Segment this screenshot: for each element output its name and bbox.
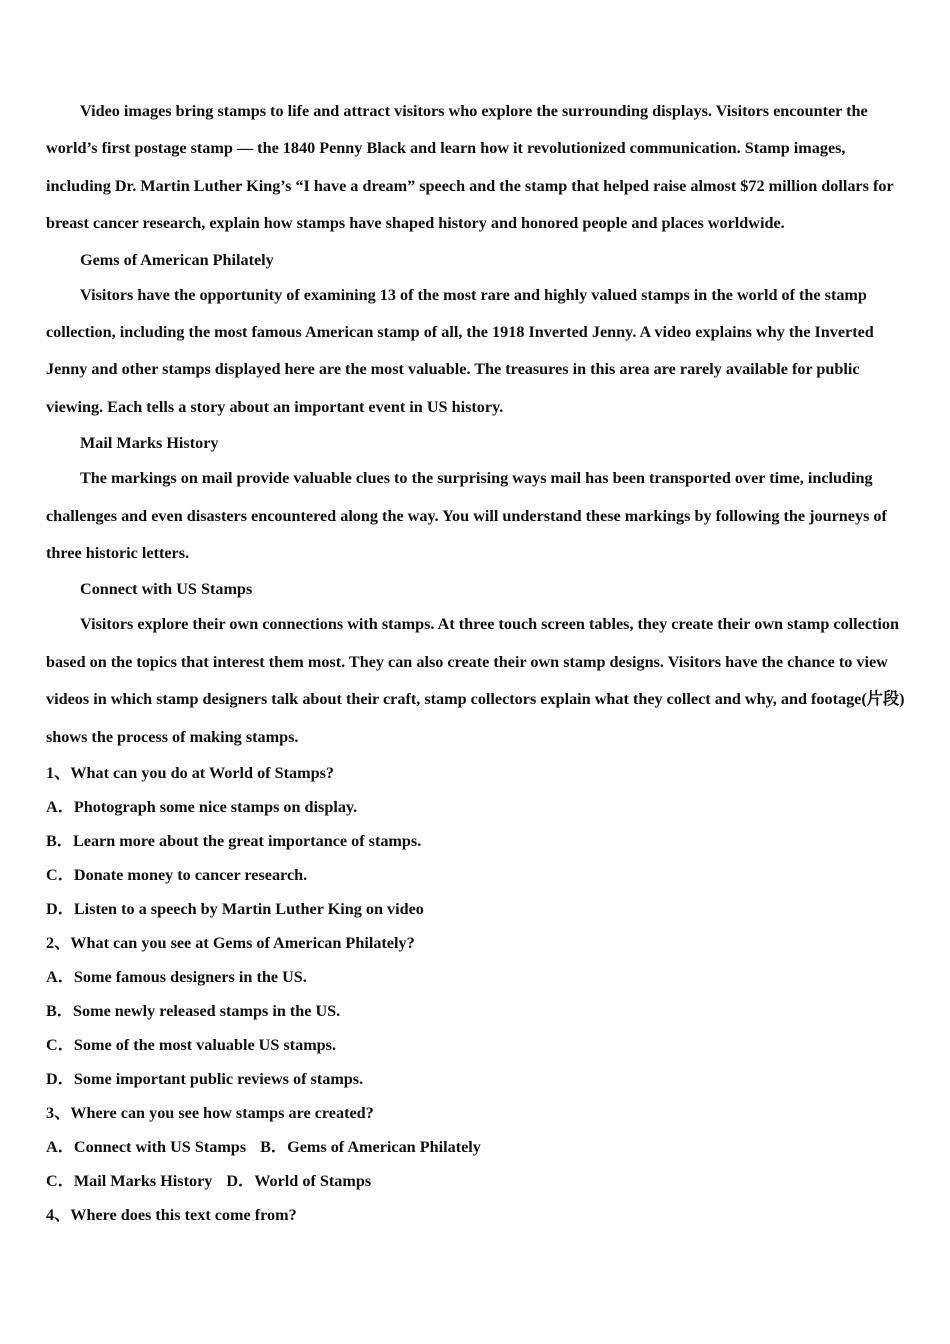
question-3-option-a: A．Connect with US Stamps <box>46 1138 247 1157</box>
question-1-option-b: B．Learn more about the great importance of stamps. <box>46 832 422 851</box>
section-heading-gems: Gems of American Philately <box>80 250 274 269</box>
question-1-option-d: D．Listen to a speech by Martin Luther King on video <box>46 900 424 919</box>
question-1-option-c: C．Donate money to cancer research. <box>46 866 308 885</box>
section-heading-mail-marks: Mail Marks History <box>80 434 219 453</box>
question-1-stem: 1、What can you do at World of Stamps? <box>46 764 334 783</box>
question-4-stem: 4、Where does this text come from? <box>46 1206 297 1225</box>
question-3-option-b: B．Gems of American Philately <box>260 1138 481 1157</box>
question-1-option-a: A．Photograph some nice stamps on display. <box>46 798 358 817</box>
question-3-options-row-2 <box>46 1164 906 1198</box>
question-3-option-c: C．Mail Marks History <box>46 1172 213 1191</box>
document-page <box>46 93 906 1232</box>
question-3-option-d: D．World of Stamps <box>226 1172 372 1191</box>
question-2-stem: 2、What can you see at Gems of American Philately? <box>46 934 415 953</box>
passage-paragraph-4: Visitors explore their own connections with stamps. At three touch screen tables, they create their own stamp collection based on the topics that interest them most. They can also create their own stamp designs. Visitors have the chance to view videos in which stamp designers talk about their craft, stamp collectors explain what they collect and why, and footage(片段) shows the process of making stamps. <box>46 615 905 746</box>
question-2-option-c: C．Some of the most valuable US stamps. <box>46 1036 337 1055</box>
passage-paragraph-1: Video images bring stamps to life and attract visitors who explore the surrounding displays. Visitors encounter the world’s first postage stamp — the 1840 Penny Black and learn how it revolutionized communication. Stamp images, including Dr. Martin Luther King’s “I have a dream” speech and the stamp that helped raise almost $72 million dollars for breast cancer research, explain how stamps have shaped history and honored people and places worldwide. <box>46 102 894 233</box>
question-2-option-d: D．Some important public reviews of stamps. <box>46 1070 364 1089</box>
section-heading-connect: Connect with US Stamps <box>80 580 253 599</box>
passage-paragraph-3: The markings on mail provide valuable clues to the surprising ways mail has been transported over time, including challenges and even disasters encountered along the way. You will understand these markings by following the journeys of three historic letters. <box>46 469 887 563</box>
question-2-option-a: A．Some famous designers in the US. <box>46 968 307 987</box>
passage-paragraph-2: Visitors have the opportunity of examining 13 of the most rare and highly valued stamps in the world of the stamp collection, including the most famous American stamp of all, the 1918 Inverted Jenny. A video explains why the Inverted Jenny and other stamps displayed here are the most valuable. The treasures in this area are rarely available for public viewing. Each tells a story about an important event in US history. <box>46 285 874 416</box>
question-3-options-row-1 <box>46 1130 906 1164</box>
question-2-option-b: B．Some newly released stamps in the US. <box>46 1002 341 1021</box>
question-3-stem: 3、Where can you see how stamps are created? <box>46 1104 374 1123</box>
